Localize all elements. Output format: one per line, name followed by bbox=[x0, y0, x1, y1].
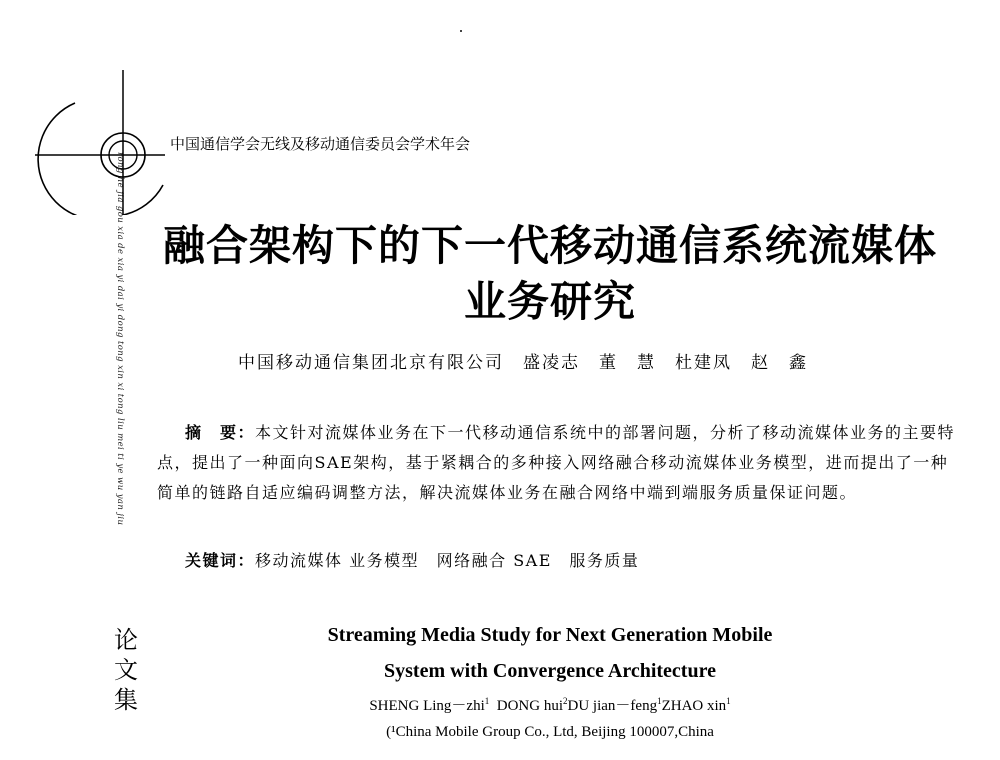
conference-header: 中国通信学会无线及移动通信委员会学术年会 bbox=[170, 135, 471, 153]
paper-title-line-1: 融合架构下的下一代移动通信系统流媒体 bbox=[162, 221, 937, 270]
author-sup: 1 bbox=[657, 696, 662, 706]
author-name: SHENG Ling－zhi bbox=[369, 698, 485, 714]
scan-speck bbox=[460, 30, 462, 32]
english-authors bbox=[200, 694, 900, 715]
side-char: 集 bbox=[114, 686, 138, 714]
abstract-block bbox=[157, 418, 957, 508]
author-name: ZHAO xin bbox=[661, 698, 727, 714]
pinyin-text: rong he jia gou xia de xia yi dai yi dong tong xin xi tong liu mei ti ye wu yan jiu bbox=[115, 152, 125, 526]
author-sup: 1 bbox=[726, 696, 731, 706]
author-name: DU jian－feng bbox=[567, 698, 658, 714]
author-sup: 2 bbox=[563, 696, 568, 706]
paper-title-line-2: 业务研究 bbox=[463, 277, 636, 326]
author-name: DONG hui bbox=[496, 698, 564, 714]
side-char: 文 bbox=[114, 656, 138, 684]
abstract-label: 摘 要： bbox=[185, 423, 256, 442]
side-char: 论 bbox=[114, 626, 138, 654]
english-title-line-2: System with Convergence Architecture bbox=[384, 660, 716, 682]
author-sup: 1 bbox=[484, 696, 490, 706]
english-affiliation: (¹China Mobile Group Co., Ltd, Beijing 100007,China bbox=[386, 724, 714, 740]
side-label-lunwenji bbox=[112, 625, 140, 715]
abstract-text: 本文针对流媒体业务在下一代移动通信系统中的部署问题，分析了移动流媒体业务的主要特点，提出了一种面向SAE架构，基于紧耦合的多种接入网络融合移动流媒体业务模型，进而提出了一种简单的链路自适应编码调整方法，解决流媒体业务在融合网络中端到端服务质量保证问题。 bbox=[157, 423, 956, 502]
keywords-text: 移动流媒体 业务模型 网络融合 SAE 服务质量 bbox=[255, 551, 640, 570]
english-title-line-1: Streaming Media Study for Next Generation Mobile bbox=[327, 624, 773, 646]
vertical-pinyin-title bbox=[113, 152, 125, 592]
keywords-label: 关键词： bbox=[185, 551, 256, 570]
keywords-line bbox=[185, 548, 639, 571]
authors-line: 中国移动通信集团北京有限公司 盛凌志 董 慧 杜建凤 赵 鑫 bbox=[238, 353, 808, 373]
